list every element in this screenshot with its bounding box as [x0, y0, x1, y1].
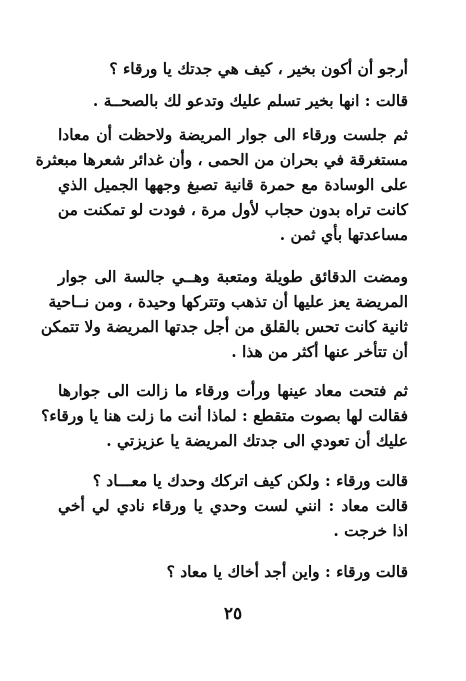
text-line: قالت ورقاء : ولكن كيف اتركك وحدك يا معـــاد ؟	[92, 471, 408, 490]
text-line: أرجو أن أكون بخير ، كيف هي جدتك يا ورقاء ؟	[109, 59, 408, 78]
page-number: ٢٥	[223, 604, 243, 624]
text-line: عليك أن تعودي الى جدتك المريضة يا عزيزتي .	[106, 431, 408, 450]
text-line: مساعدتها بأي ثمن .	[279, 225, 408, 244]
text-line: ثم جلست ورقاء الى جوار المريضة ولاحظت أن معادا	[58, 125, 408, 144]
text-line: فقالت لها بصوت متقطع : لماذا أنت ما زلت هنا يا ورقاء؟	[41, 406, 408, 425]
text-line: قالت معاد : انني لست وحدي يا ورقاء نادي لي أخي	[58, 496, 408, 515]
text-line: كانت تراه بدون حجاب لأول مرة ، فودت لو تمكنت من	[57, 200, 408, 219]
text-line: قالت ورقاء : واين أجد أخاك يا معاد ؟	[166, 562, 408, 581]
text-line: ثم فتحت معاد عينها ورأت ورقاء ما زالت الى جوارها	[58, 381, 408, 400]
text-line: ومضت الدقائق طويلة ومتعبة وهــي جالسة الى جوار	[58, 267, 408, 286]
text-line: المريضة يعز عليها أن تذهب وتتركها وحيدة ، ومن نــاحية	[48, 292, 408, 311]
text-line: ثانية كانت تحس بالقلق من أجل جدتها المريضة ولا تتمكن	[40, 317, 408, 336]
text-line: اذا خرجت .	[333, 521, 408, 540]
text-line: قالت : انها بخير تسلم عليك وتدعو لك بالصحــة .	[92, 91, 408, 110]
text-line: أن تتأخر عنها أكثر من هذا .	[231, 342, 408, 361]
text-line: على الوسادة مع حمرة قانية تصبغ وجهها الجميل الذي	[58, 175, 408, 194]
text-line: مستغرقة في بحران من الحمى ، وأن غدائر شعرها مبعثرة	[35, 150, 408, 169]
